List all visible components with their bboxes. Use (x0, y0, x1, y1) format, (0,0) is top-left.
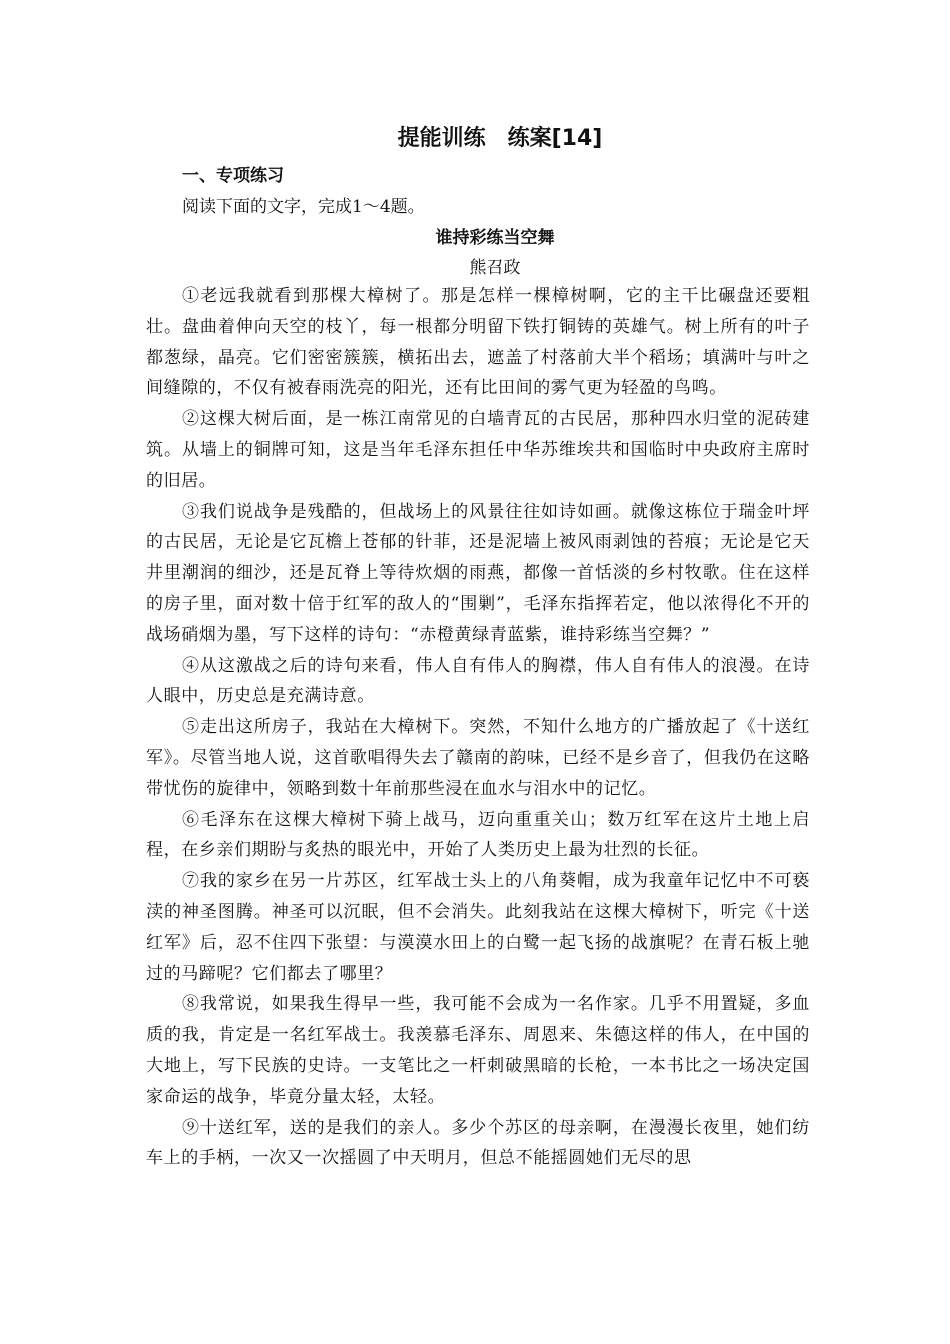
instruction-text: 阅读下面的文字，完成1～4题。 (182, 197, 425, 217)
paragraph-1: ①老远我就看到那棵大樟树了。那是怎样一棵樟树啊，它的主干比碾盘还要粗壮。盘曲着伸向天空的枝丫，每一根都分明留下铁打铜铸的英雄气。树上所有的叶子都葱绿，晶亮。它们密密簇簇，横拓出去，遮盖了村落前大半个稻场；填满叶与叶之间缝隙的，不仅有被春雨洗亮的阳光，还有比田间的雾气更为轻盈的鸟鸣。 (146, 286, 810, 399)
paragraph-2: ②这棵大树后面，是一栋江南常见的白墙青瓦的古民居，那种四水归堂的泥砖建筑。从墙上的铜牌可知，这是当年毛泽东担任中华苏维埃共和国临时中央政府主席时的旧居。 (146, 409, 810, 491)
paragraph-3: ③我们说战争是残酷的，但战场上的风景往往如诗如画。就像这栋位于瑞金叶坪的古民居，无论是它瓦檐上苍郁的针菲，还是泥墙上被风雨剥蚀的苔痕；无论是它天井里潮润的细沙，还是瓦脊上等待炊烟的雨燕，都像一首恬淡的乡村牧歌。住在这样的房子里，面对数十倍于红军的敌人的“围剿”，毛泽东指挥若定，他以浓得化不开的战场硝烟为墨，写下这样的诗句：“赤橙黄绿青蓝紫，谁持彩练当空舞？” (146, 501, 810, 645)
paragraph-6: ⑥毛泽东在这棵大樟树下骑上战马，迈向重重关山；数万红军在这片土地上启程，在乡亲们期盼与炙热的眼光中，开始了人类历史上最为壮烈的长征。 (146, 809, 810, 861)
paragraph-5: ⑤走出这所房子，我站在大樟树下。突然，不知什么地方的广播放起了《十送红军》。尽管当地人说，这首歌唱得失去了赣南的韵味，已经不是乡音了，但我仍在这略带忧伤的旋律中，领略到数十年前那些浸在血水与泪水中的记忆。 (146, 717, 810, 799)
article-author: 熊召政 (469, 258, 521, 278)
section-heading: 一、专项练习 (182, 166, 284, 186)
paragraph-7: ⑦我的家乡在另一片苏区，红军战士头上的八角葵帽，成为我童年记忆中不可亵渎的神圣图腾。神圣可以沉眠，但不会消失。此刻我站在这棵大樟树下，听完《十送红军》后，忍不住四下张望：与漠漠水田上的白鹭一起飞扬的战旗呢？在青石板上驰过的马蹄呢？它们都去了哪里？ (146, 871, 810, 984)
paragraph-4: ④从这激战之后的诗句来看，伟人自有伟人的胸襟，伟人自有伟人的浪漫。在诗人眼中，历史总是充满诗意。 (146, 655, 810, 707)
article-body (146, 281, 810, 1174)
paragraph-8: ⑧我常说，如果我生得早一些，我可能不会成为一名作家。几乎不用置疑，多血质的我，肯定是一名红军战士。我羡慕毛泽东、周恩来、朱德这样的伟人，在中国的大地上，写下民族的史诗。一支笔比之一杆刺破黑暗的长枪，一本书比之一场决定国家命运的战争，毕竟分量太轻，太轻。 (146, 994, 810, 1107)
page-title: 提能训练 练案[14] (397, 126, 603, 151)
article-title: 谁持彩练当空舞 (435, 228, 555, 248)
paragraph-9: ⑨十送红军，送的是我们的亲人。多少个苏区的母亲啊，在漫漫长夜里，她们纺车上的手柄，一次又一次摇圆了中天明月，但总不能摇圆她们无尽的思 (146, 1117, 810, 1169)
